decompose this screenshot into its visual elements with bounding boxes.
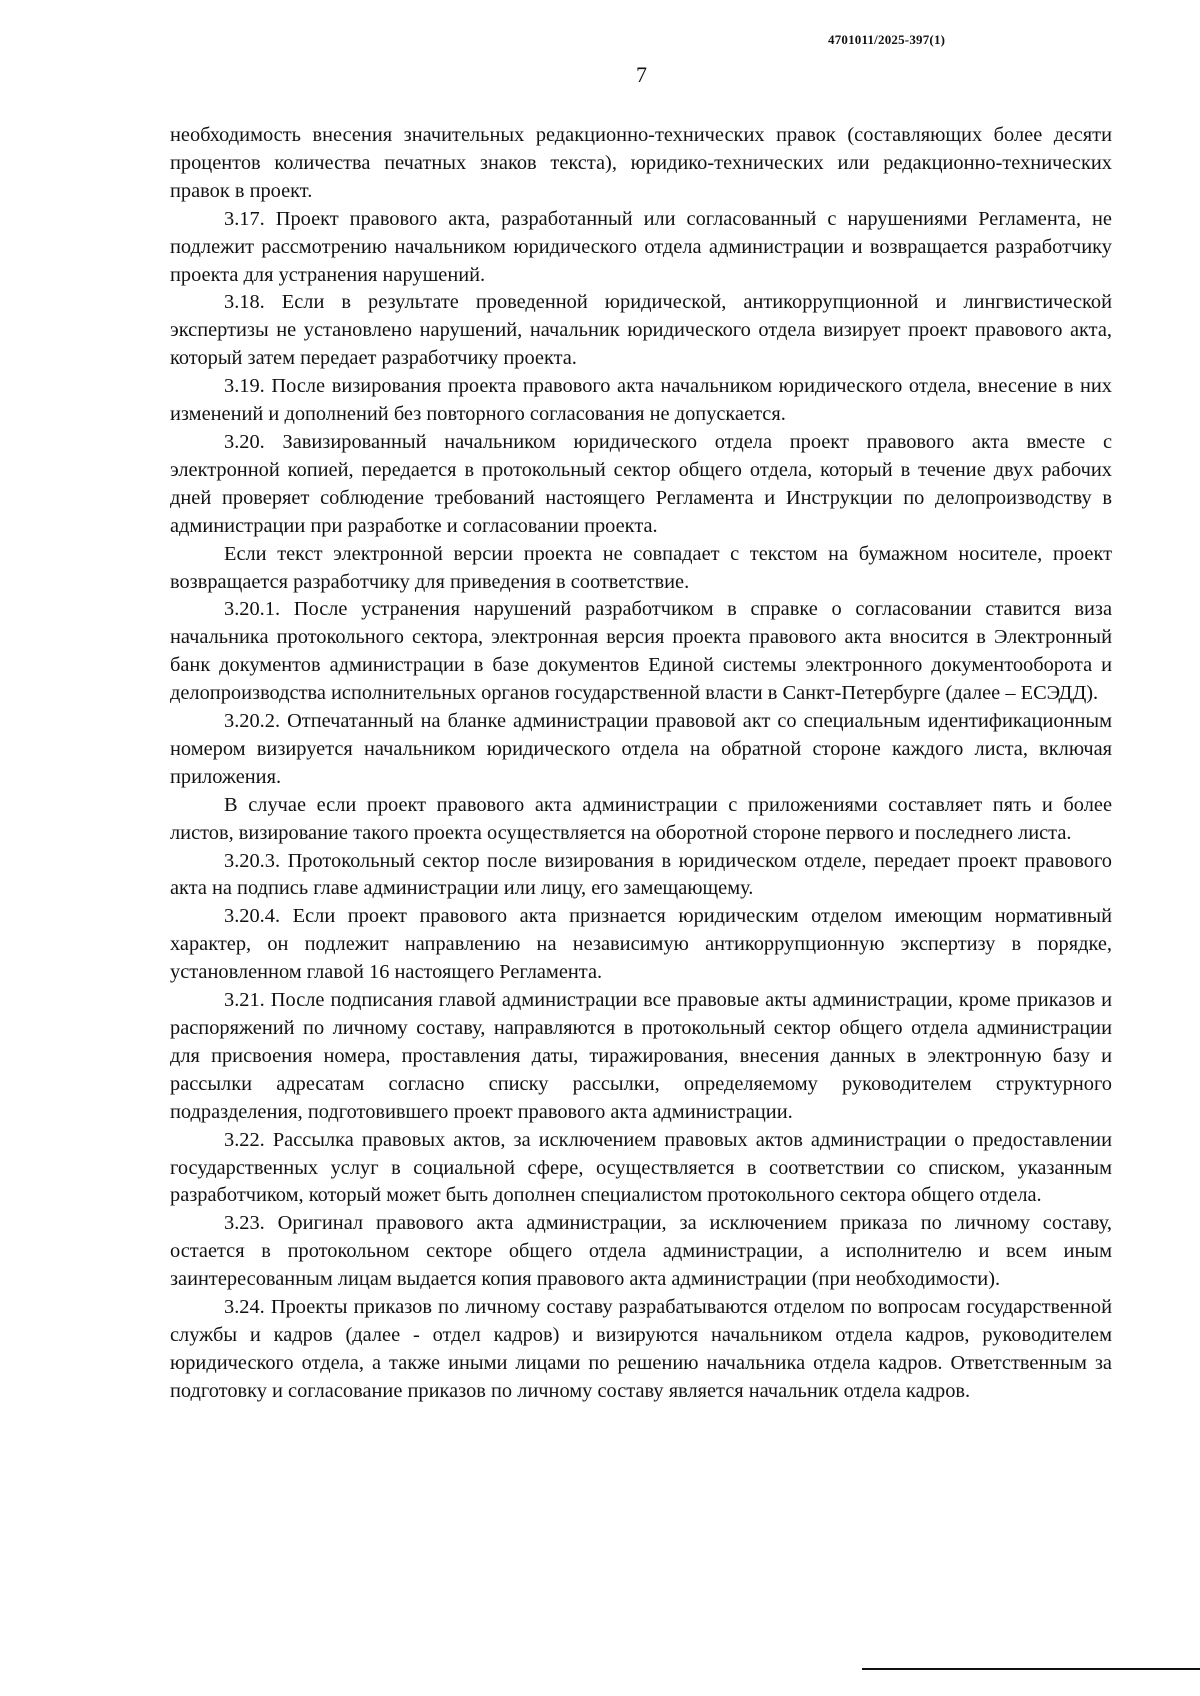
paragraph-3-21: 3.21. После подписания главой администрации все правовые акты администрации, кроме приказов и распоряжений по личному составу, направляются в протокольный сектор общего отдела администрации для присвоения номера, проставления даты, тиражирования, внесения данных в электронную базу и рассылки адресатам согласно списку рассылки, определяемому руководителем структурного подразделения, подготовившего проект правового акта администрации.	[170, 989, 1112, 1123]
paragraph: В случае если проект правового акта администрации с приложениями составляет пять и более листов, визирование такого проекта осуществляется на оборотной стороне первого и последнего листа.	[170, 793, 1112, 844]
paragraph: Если текст электронной версии проекта не совпадает с текстом на бумажном носителе, проект возвращается разработчику для приведения в соответствие.	[170, 542, 1112, 593]
document-id: 4701011/2025-397(1)	[828, 32, 946, 47]
paragraph-3-20: 3.20. Завизированный начальником юридического отдела проект правового акта вместе с электронной копией, передается в протокольный сектор общего отдела, который в течение двух рабочих дней проверяет соблюдение требований настоящего Регламента и Инструкции по делопроизводству в администрации при разработке и согласовании проекта.	[170, 430, 1112, 537]
paragraph-3-22: 3.22. Рассылка правовых актов, за исключением правовых актов администрации о предоставлении государственных услуг в социальной сфере, осуществляется в соответствии со списком, указанным разработчиком, который может быть дополнен специалистом протокольного сектора общего отдела.	[170, 1128, 1112, 1207]
paragraph-3-20-3: 3.20.3. Протокольный сектор после визирования в юридическом отделе, передает проект правового акта на подпись главе администрации или лицу, его замещающему.	[170, 849, 1112, 900]
paragraph-3-23: 3.23. Оригинал правового акта администрации, за исключением приказа по личному составу, остается в протокольном секторе общего отдела администрации, а исполнителю и всем иным заинтересованным лицам выдается копия правового акта администрации (при необходимости).	[170, 1212, 1112, 1291]
paragraph-3-24: 3.24. Проекты приказов по личному составу разрабатываются отделом по вопросам государственной службы и кадров (далее - отдел кадров) и визируются начальником отдела кадров, руководителем юридического отдела, а также иными лицами по решению начальника отдела кадров. Ответственным за подготовку и согласование приказов по личному составу является начальник отдела кадров.	[170, 1296, 1112, 1402]
footer-divider	[862, 1668, 1200, 1670]
paragraph-3-20-1: 3.20.1. После устранения нарушений разработчиком в справке о согласовании ставится виза начальника протокольного сектора, электронная версия проекта правового акта вносится в Электронный банк документов администрации в базе документов Единой системы электронного документооборота и делопроизводства исполнительных органов государственной власти в Санкт-Петербурге (далее – ЕСЭДД).	[170, 598, 1112, 705]
page-number: 7	[636, 62, 647, 87]
paragraph-3-19: 3.19. После визирования проекта правового акта начальником юридического отдела, внесение в них изменений и дополнений без повторного согласования не допускается.	[170, 375, 1112, 426]
paragraph-3-18: 3.18. Если в результате проведенной юридической, антикоррупционной и лингвистической экспертизы не установлено нарушений, начальник юридического отдела визирует проект правового акта, который затем передает разработчику проекта.	[170, 291, 1112, 370]
paragraph: необходимость внесения значительных редакционно-технических правок (составляющих более десяти процентов количества печатных знаков текста), юридико-технических или редакционно-технических правок в проект.	[170, 124, 1112, 202]
paragraph-3-20-2: 3.20.2. Отпечатанный на бланке администрации правовой акт со специальным идентификационным номером визируется начальником юридического отдела на обратной стороне каждого листа, включая приложения.	[170, 710, 1112, 788]
paragraph-3-17: 3.17. Проект правового акта, разработанный или согласованный с нарушениями Регламента, не подлежит рассмотрению начальником юридического отдела администрации и возвращается разработчику проекта для устранения нарушений.	[170, 207, 1112, 286]
paragraph-3-20-4: 3.20.4. Если проект правового акта признается юридическим отделом имеющим нормативный характер, он подлежит направлению на независимую антикоррупционную экспертизу в порядке, установленном главой 16 настоящего Регламента.	[170, 905, 1112, 984]
document-body	[170, 122, 1112, 1406]
